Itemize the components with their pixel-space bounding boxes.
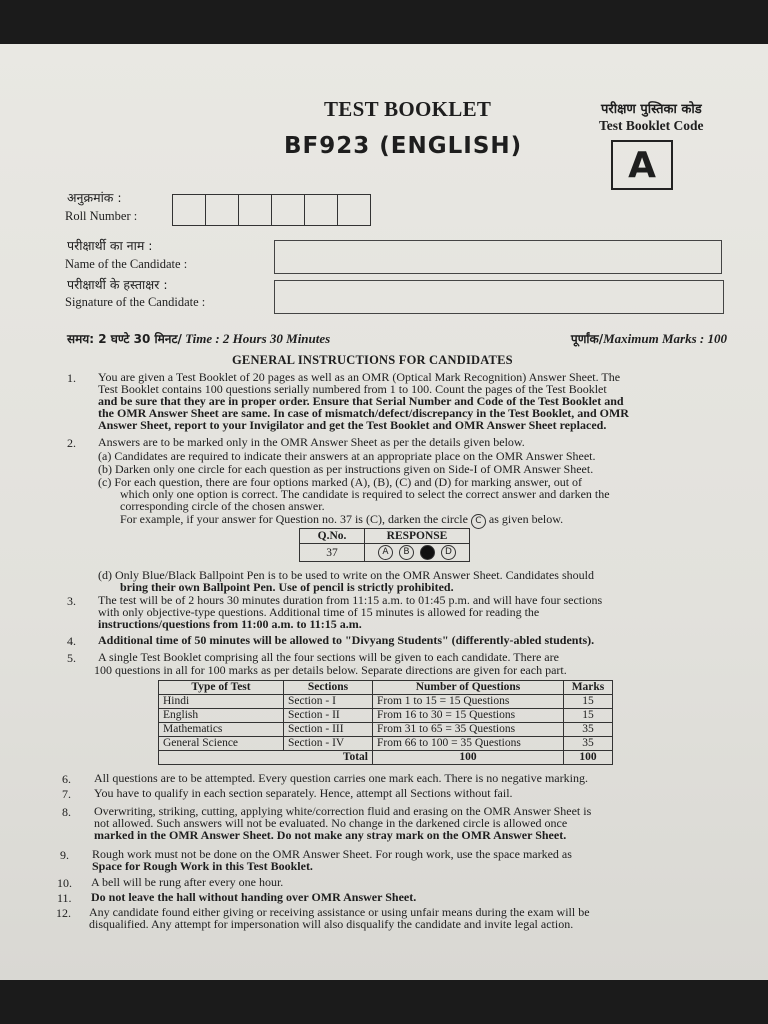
- column-header: Number of Questions: [373, 681, 564, 695]
- roll-label-hindi: अनुक्रमांक :: [67, 190, 122, 205]
- instruction-line: which only one option is correct. The candidate is required to select the correct answer and darken the: [120, 487, 610, 501]
- booklet-set-box: A: [611, 140, 673, 190]
- instruction-line: instructions/questions from 11:00 a.m. to 11:15 a.m.: [98, 617, 362, 631]
- qno-header: Q.No.: [300, 529, 365, 544]
- instruction-line: (a) Candidates are required to indicate their answers at an appropriate place on the OMR Answer Sheet.: [98, 449, 596, 463]
- name-label-hindi: परीक्षार्थी का नाम :: [67, 238, 153, 253]
- instruction-line: You are given a Test Booklet of 20 pages as well as an OMR (Optical Mark Recognition) Answer Sheet. The: [98, 370, 621, 384]
- instruction-line: For example, if your answer for Question no. 37 is (C), darken the circle C as given below.: [120, 513, 563, 529]
- candidate-name-field[interactable]: [274, 240, 722, 274]
- table-header-row: [159, 681, 613, 695]
- test-booklet-page: [0, 44, 768, 980]
- item-number: 12.: [56, 906, 71, 920]
- time-info: समय: 2 घण्टे 30 मिनट/ Time : 2 Hours 30 Minutes: [67, 331, 331, 346]
- response-bubbles: [365, 544, 470, 562]
- item-number: 11.: [57, 891, 72, 905]
- sections-table: [158, 680, 613, 765]
- instruction-line: corresponding circle of the chosen answer.: [120, 499, 325, 513]
- instruction-line: (d) Only Blue/Black Ballpoint Pen is to be used to write on the OMR Answer Sheet. Candidates should: [98, 568, 594, 582]
- instruction-line: The test will be of 2 hours 30 minutes duration from 11:15 a.m. to 01:45 p.m. and will have four sections: [98, 593, 603, 607]
- signature-label: Signature of the Candidate :: [65, 295, 206, 309]
- instruction-line: (c) For each question, there are four options marked (A), (B), (C) and (D) for marking answer, out of: [98, 475, 583, 489]
- roll-label: Roll Number :: [65, 209, 138, 223]
- table-row: Mathematics Section - III From 31 to 65 = 35 Questions 35: [159, 723, 613, 737]
- instruction-line: bring their own Ballpoint Pen. Use of pencil is strictly prohibited.: [120, 580, 454, 594]
- signature-label-hindi: परीक्षार्थी के हस्ताक्षर :: [67, 277, 168, 292]
- item-number: 9.: [60, 848, 69, 862]
- bubble-b: B: [399, 545, 414, 560]
- instruction-line: 100 questions in all for 100 marks as per details below. Separate directions are given for each part.: [94, 663, 567, 677]
- instruction-line: marked in the OMR Answer Sheet. Do not make any stray mark on the OMR Answer Sheet.: [94, 828, 567, 842]
- instructions-heading: GENERAL INSTRUCTIONS FOR CANDIDATES: [232, 353, 513, 367]
- item-number: 10.: [57, 876, 72, 890]
- column-header: Marks: [564, 681, 613, 695]
- item-number: 1.: [67, 371, 76, 385]
- item-number: 2.: [67, 436, 76, 450]
- time-marks-line: [67, 330, 727, 347]
- instruction-line: A single Test Booklet comprising all the four sections will be given to each candidate. There are: [98, 650, 559, 664]
- instruction-line: the OMR Answer Sheet are same. In case of mismatch/defect/discrepancy in the Test Booklet, and OMR: [98, 406, 629, 420]
- instruction-line: not allowed. Such answers will not be evaluated. No change in the darkened circle is allowed once: [94, 816, 568, 830]
- instruction-line: Answers are to be marked only in the OMR Answer Sheet as per the details given below.: [98, 435, 525, 449]
- roll-digit-box[interactable]: [338, 195, 370, 225]
- omr-example-table: [299, 528, 470, 562]
- instruction-line: All questions are to be attempted. Every question carries one mark each. There is no negative marking.: [94, 771, 588, 785]
- instruction-line: (b) Darken only one circle for each question as per instructions given on Side-I of OMR Answer Sheet.: [98, 462, 594, 476]
- instruction-line: Do not leave the hall without handing over OMR Answer Sheet.: [91, 890, 417, 904]
- bubble-d: D: [441, 545, 456, 560]
- column-header: Type of Test: [159, 681, 284, 695]
- instruction-line: A bell will be rung after every one hour.: [91, 875, 284, 889]
- roll-digit-box[interactable]: [239, 195, 272, 225]
- instruction-line: Any candidate found either giving or receiving assistance or using unfair means during the exam will be: [89, 905, 590, 919]
- roll-digit-box[interactable]: [173, 195, 206, 225]
- booklet-title: TEST BOOKLET: [324, 97, 492, 121]
- name-label: Name of the Candidate :: [65, 257, 188, 271]
- instruction-line: Rough work must not be done on the OMR Answer Sheet. For rough work, use the space marked as: [92, 847, 572, 861]
- instruction-line: and be sure that they are in proper order. Ensure that Serial Number and Code of the Test Booklet and: [98, 394, 624, 408]
- bubble-a: A: [378, 545, 393, 560]
- instruction-line: disqualified. Any attempt for impersonation will also disqualify the candidate and invite legal action.: [89, 917, 574, 931]
- circle-c-example: C: [471, 514, 486, 529]
- instruction-line: Space for Rough Work in this Test Booklet.: [92, 859, 313, 873]
- instruction-line: Test Booklet contains 100 questions serially numbered from 1 to 100. Count the pages of the Test Booklet: [98, 382, 607, 396]
- item-number: 5.: [67, 651, 76, 665]
- instruction-line: You have to qualify in each section separately. Hence, attempt all Sections without fail.: [94, 786, 513, 800]
- response-header: RESPONSE: [365, 529, 470, 544]
- table-total-row: Total 100 100: [159, 751, 613, 765]
- booklet-code-label: Test Booklet Code: [599, 118, 704, 133]
- table-row: English Section - II From 16 to 30 = 15 Questions 15: [159, 709, 613, 723]
- instruction-line: Additional time of 50 minutes will be allowed to "Divyang Students" (differently-abled students).: [98, 633, 595, 647]
- table-row: Hindi Section - I From 1 to 15 = 15 Questions 15: [159, 695, 613, 709]
- question-number: 37: [300, 544, 365, 562]
- instruction-line: with only objective-type questions. Additional time of 15 minutes is allowed for reading the: [98, 605, 540, 619]
- marks-info: पूर्णांक/Maximum Marks : 100: [570, 331, 727, 346]
- item-number: 3.: [67, 594, 76, 608]
- bubble-c-filled: C: [420, 545, 435, 560]
- booklet-code: BF923 (ENGLISH): [284, 133, 523, 159]
- column-header: Sections: [284, 681, 373, 695]
- roll-digit-box[interactable]: [206, 195, 239, 225]
- roll-number-boxes[interactable]: [172, 194, 371, 226]
- roll-digit-box[interactable]: [305, 195, 338, 225]
- item-number: 4.: [67, 634, 76, 648]
- table-row: General Science Section - IV From 66 to 100 = 35 Questions 35: [159, 737, 613, 751]
- item-number: 6.: [62, 772, 71, 786]
- candidate-signature-field[interactable]: [274, 280, 724, 314]
- item-number: 7.: [62, 787, 71, 801]
- roll-digit-box[interactable]: [272, 195, 305, 225]
- booklet-code-label-hindi: परीक्षण पुस्तिका कोड: [601, 102, 702, 117]
- instruction-line: Overwriting, striking, cutting, applying white/correction fluid and erasing on the OMR Answer Sheet is: [94, 804, 592, 818]
- instruction-line: Answer Sheet, report to your Invigilator and get the Test Booklet and OMR Answer Sheet replaced.: [98, 418, 607, 432]
- item-number: 8.: [62, 805, 71, 819]
